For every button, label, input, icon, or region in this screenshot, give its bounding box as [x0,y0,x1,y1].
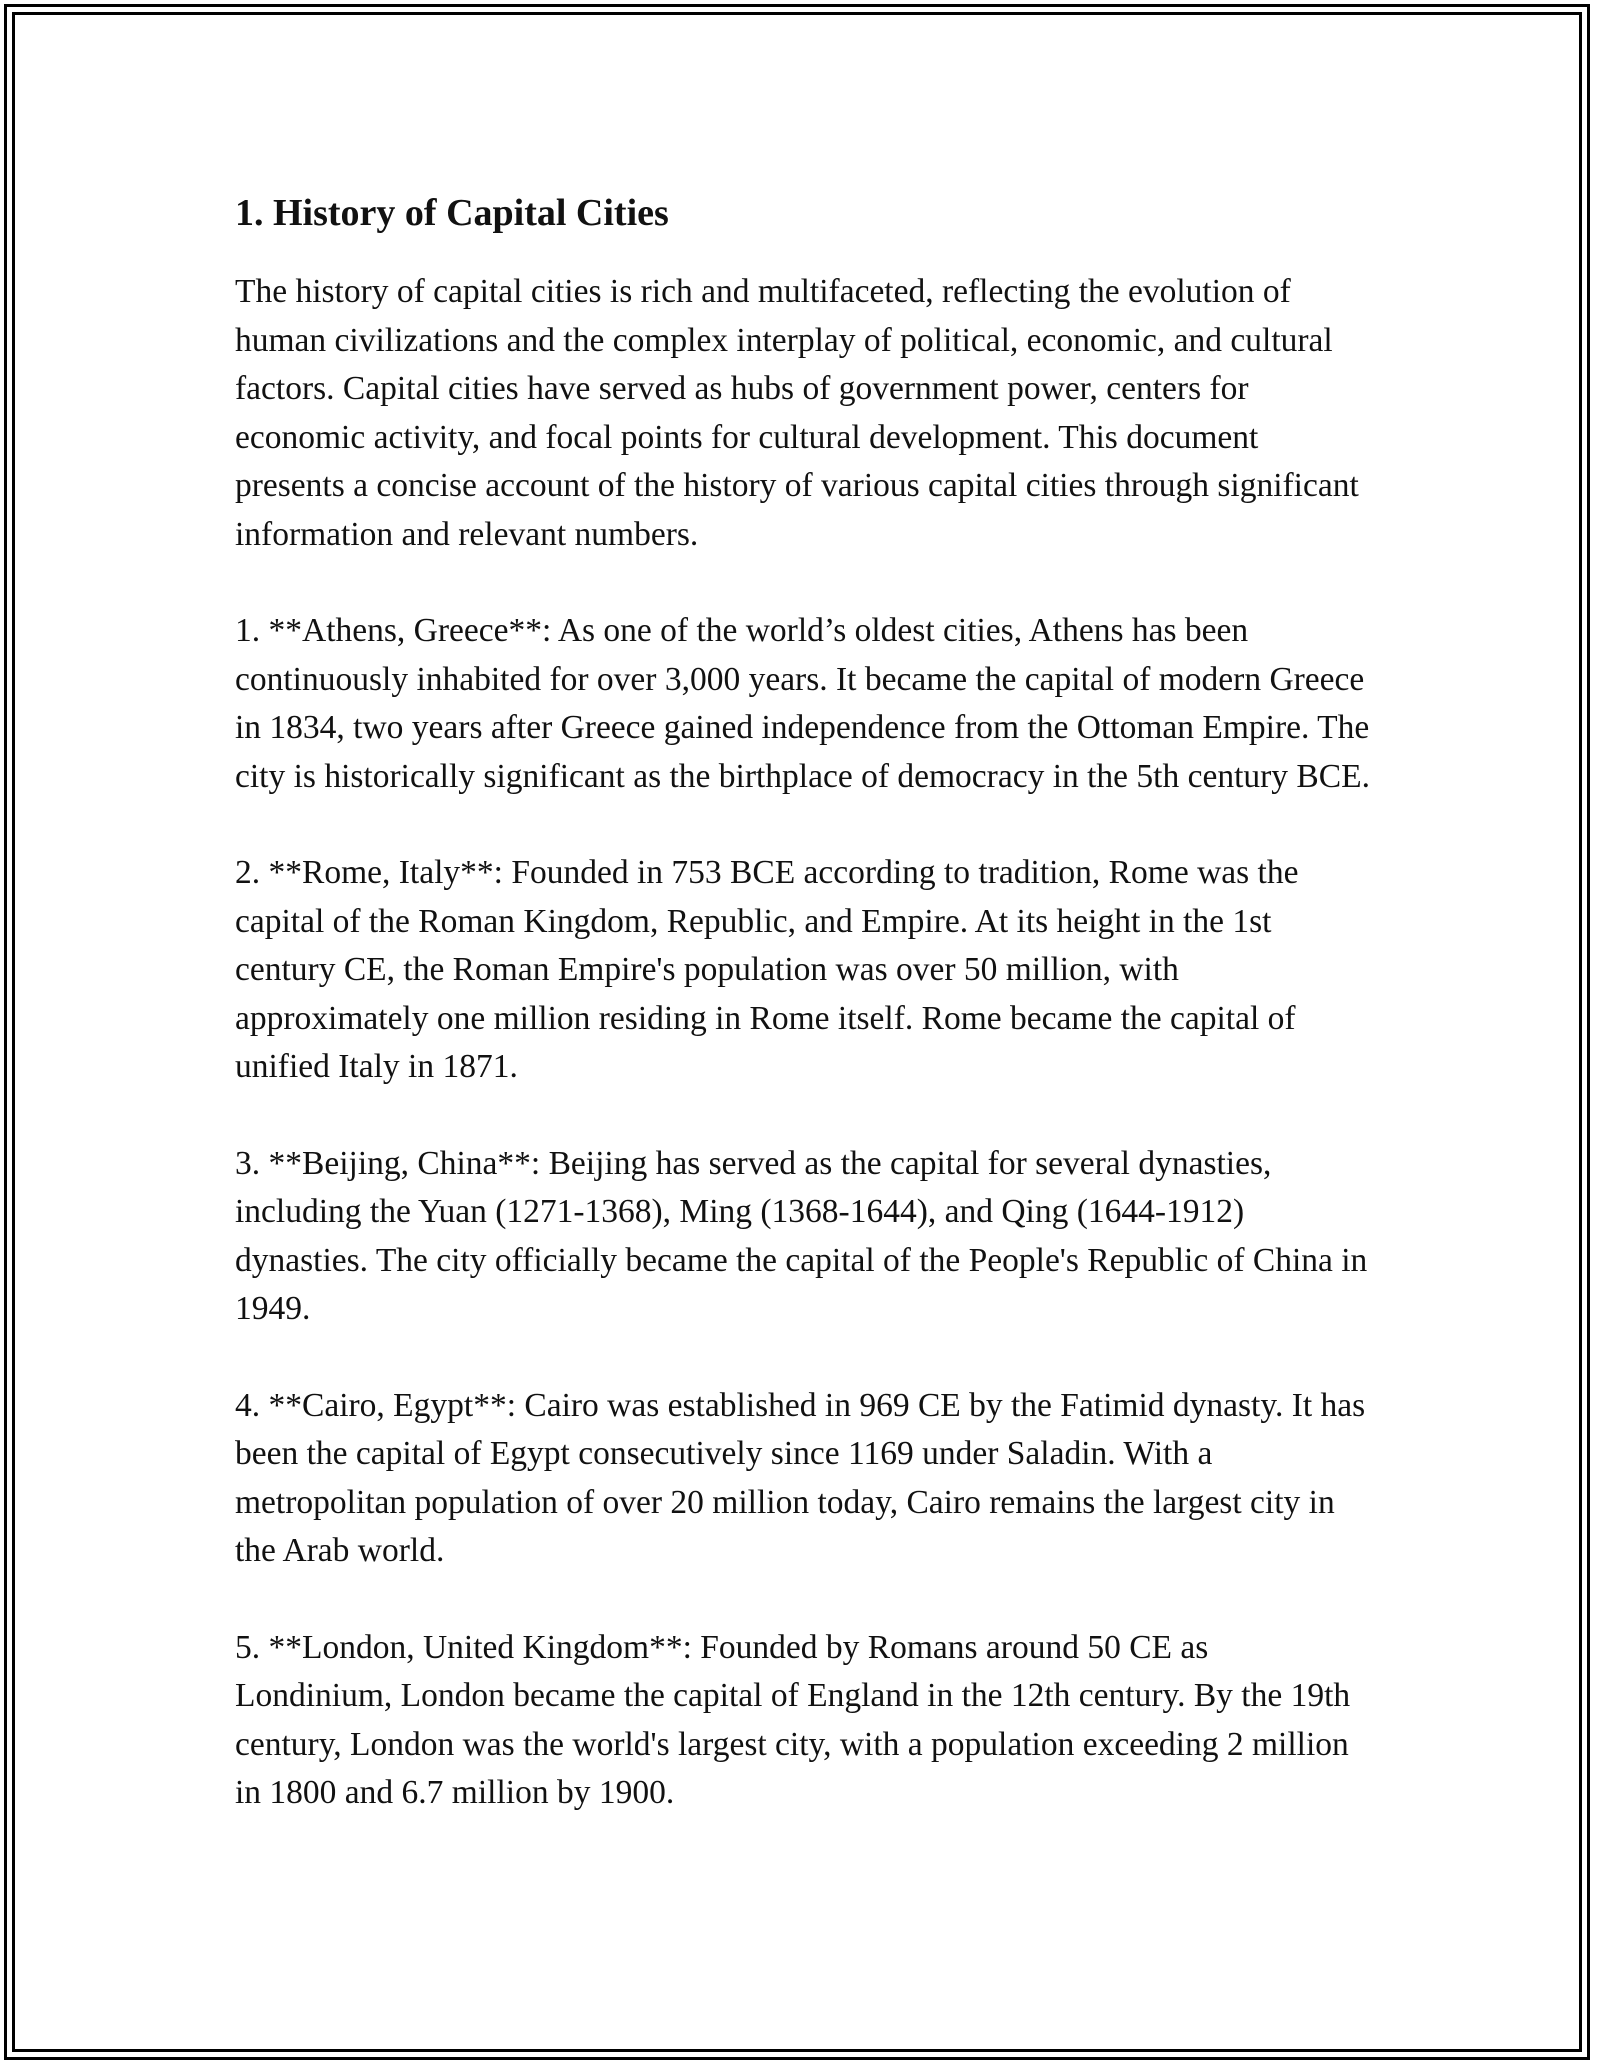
athens-paragraph: 1. **Athens, Greece**: As one of the world’s oldest cities, Athens has been continuously inhabited for over 3,000 years. It became the capital of modern Greece in 1834, two years after Greece gained independence from the Ottoman Empire. The city is historically significant as the birthplace of democracy in the 5th century BCE. [235,612,1370,795]
intro-paragraph: The history of capital cities is rich and multifaceted, reflecting the evolution of human civilizations and the complex interplay of political, economic, and cultural factors. Capital cities have served as hubs of government power, centers for economic activity, and focal points for cultural development. This document presents a concise account of the history of various capital cities through significant information and relevant numbers. [235,273,1359,553]
rome-paragraph: 2. **Rome, Italy**: Founded in 753 BCE according to tradition, Rome was the capital of the Roman Kingdom, Republic, and Empire. At its height in the 1st century CE, the Roman Empire's population was over 50 million, with approximately one million residing in Rome itself. Rome became the capital of unified Italy in 1871. [235,854,1299,1085]
document-body [235,186,1370,1866]
london-paragraph: 5. **London, United Kingdom**: Founded by Romans around 50 CE as Londinium, London became the capital of England in the 12th century. By the 19th century, London was the world's largest city, with a population exceeding 2 million in 1800 and 6.7 million by 1900. [235,1628,1351,1811]
section-title: 1. History of Capital Cities [235,192,669,234]
cairo-paragraph: 4. **Cairo, Egypt**: Cairo was established in 969 CE by the Fatimid dynasty. It has been the capital of Egypt consecutively since 1169 under Saladin. With a metropolitan population of over 20 million today, Cairo remains the largest city in the Arab world. [235,1386,1366,1569]
beijing-paragraph: 3. **Beijing, China**: Beijing has served as the capital for several dynasties, including the Yuan (1271-1368), Ming (1368-1644), and Qing (1644-1912) dynasties. The city officially became the capital of the People's Republic of China in 1949. [235,1144,1368,1327]
